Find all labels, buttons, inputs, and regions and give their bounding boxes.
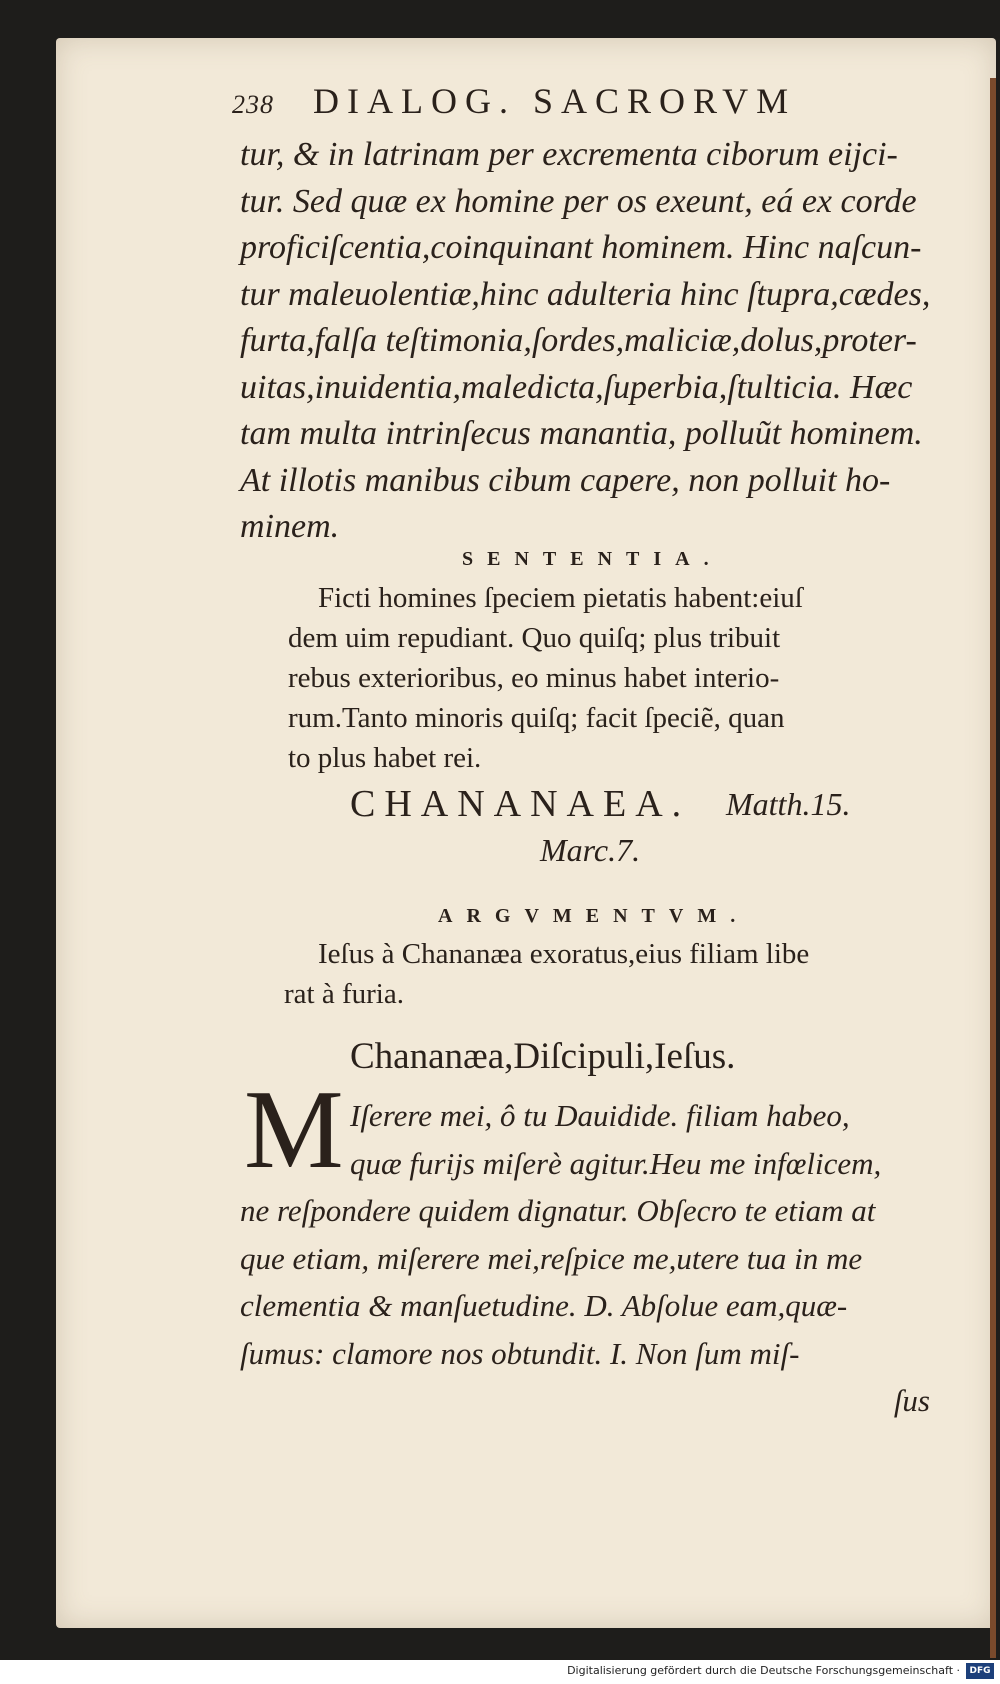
chapter-reference-mark: Marc.7. (540, 832, 641, 868)
drop-cap: M (244, 1068, 344, 1192)
chapter-reference-matthew: Matth.15. (726, 786, 851, 822)
text-line: Ficti homines ſpeciem pietatis habent:eiuſ (318, 582, 803, 614)
footer-bar (0, 1660, 1000, 1684)
text-line: rum.Tanto minoris quiſq; facit ſpeciẽ, quan (288, 702, 785, 734)
text-line: to plus habet rei. (288, 742, 482, 774)
dfg-logo: DFG (966, 1663, 994, 1679)
argumentum-block (284, 934, 810, 1014)
argumentum-heading: ARGVMENTVM. (438, 905, 750, 927)
text-line: tam multa intrinſecus manantia, polluũt hominem. (240, 415, 923, 452)
text-line: ne reſpondere quidem dignatur. Obſecro te etiam at (240, 1193, 876, 1228)
text-line: dem uim repudiant. Quo quiſq; plus tribuit (288, 622, 781, 654)
dialogue-block (240, 1092, 960, 1425)
sententia-block (288, 578, 803, 778)
page-edge (990, 78, 996, 1658)
main-text-block (240, 132, 960, 551)
sententia-heading: SENTENTIA. (462, 548, 723, 570)
text-line: que etiam, miſerere mei,reſpice me,utere tua in me (240, 1240, 863, 1276)
text-line: Ieſus à Chananæa exoratus,eius filiam libe (318, 938, 810, 970)
running-header (232, 80, 912, 126)
text-line: uitas,inuidentia,maledicta,ſuperbia,ſtulticia. Hæc (240, 368, 913, 406)
running-head: DIALOG. SACRORVM (313, 81, 797, 121)
text-line: Iſerere mei, ô tu Dauidide. filiam habeo, (350, 1098, 850, 1133)
text-line: clementia & manſuetudine. D. Abſolue eam,quæ- (240, 1288, 848, 1323)
dialogue-speakers: Chananæa,Diſcipuli,Ieſus. (350, 1036, 736, 1077)
text-line: minem. (240, 508, 340, 545)
text-line: tur, & in latrinam per excrementa ciborum eijci- (240, 136, 898, 173)
footer-credit: Digitalisierung gefördert durch die Deutsche Forschungsgemeinschaft · (567, 1664, 960, 1677)
text-line: furta,falſa teſtimonia,ſordes,maliciæ,dolus,proter- (240, 322, 917, 359)
text-line: quæ furijs miſerè agitur.Heu me infœlicem, (350, 1145, 882, 1181)
text-line: rat à furia. (284, 978, 404, 1010)
catchword: ſus (893, 1383, 930, 1418)
page-number: 238 (232, 90, 274, 119)
text-line: At illotis manibus cibum capere, non polluit ho- (240, 461, 891, 499)
text-line: rebus exterioribus, eo minus habet interio- (288, 662, 780, 694)
text-line: ſumus: clamore nos obtundit. I. Non ſum miſ- (240, 1335, 800, 1371)
chapter-title: CHANANAEA. (350, 783, 691, 825)
text-line: tur maleuolentiæ,hinc adulteria hinc ſtupra,cædes, (240, 275, 931, 313)
text-line: tur. Sed quæ ex homine per os exeunt, eá ex corde (240, 182, 917, 220)
text-line: proficiſcentia,coinquinant hominem. Hinc naſcun- (240, 229, 922, 266)
